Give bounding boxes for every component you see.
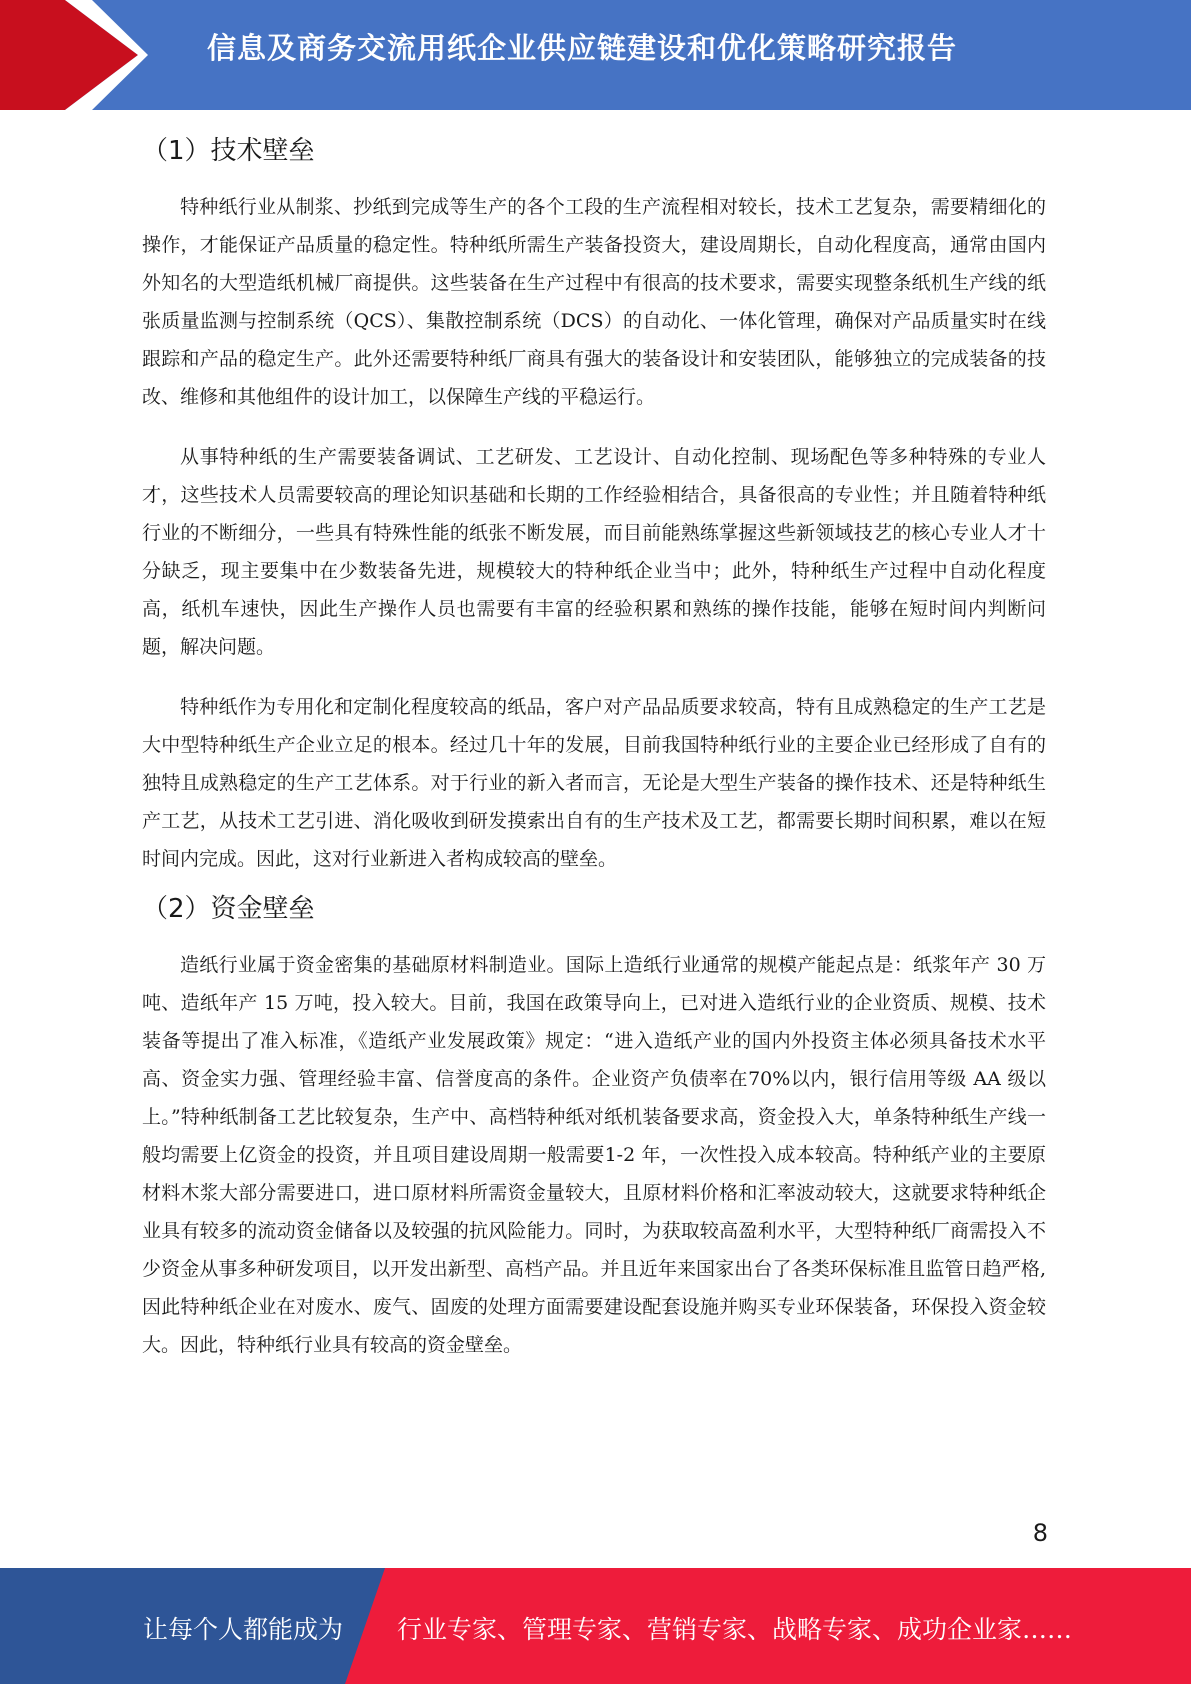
section-heading-capital-barrier: （2）资金壁垒 — [142, 894, 315, 924]
report-title: 信息及商务交流用纸企业供应链建设和优化策略研究报告 — [207, 31, 958, 65]
section-heading-tech-barrier: （1）技术壁垒 — [142, 136, 315, 166]
paragraph: 特种纸行业从制浆、抄纸到完成等生产的各个工段的生产流程相对较长，技术工艺复杂，需要精细化的操作，才能保证产品质量的稳定性。特种纸所需生产装备投资大，建设周期长，自动化程度高，通常由国内外知名的大型造纸机械厂商提供。这些装备在生产过程中有很高的技术要求，需要实现整条纸机生产线的纸张质量监测与控制系统（QCS）、集散控制系统（DCS）的自动化、一体化管理，确保对产品质量实时在线跟踪和产品的稳定生产。此外还需要特种纸厂商具有强大的装备设计和安装团队，能够独立的完成装备的技改、维修和其他组件的设计加工，以保障生产线的平稳运行。 — [142, 196, 1046, 408]
paragraph: 特种纸作为专用化和定制化程度较高的纸品，客户对产品品质要求较高，特有且成熟稳定的生产工艺是大中型特种纸生产企业立足的根本。经过几十年的发展，目前我国特种纸行业的主要企业已经形成了自有的独特且成熟稳定的生产工艺体系。对于行业的新入者而言，无论是大型生产装备的操作技术、还是特种纸生产工艺，从技术工艺引进、消化吸收到研发摸索出自有的生产技术及工艺，都需要长期时间积累，难以在短时间内完成。因此，这对行业新进入者构成较高的壁垒。 — [142, 696, 1046, 870]
page-number: 8 — [1032, 1519, 1048, 1547]
paragraph: 从事特种纸的生产需要装备调试、工艺研发、工艺设计、自动化控制、现场配色等多种特殊的专业人才，这些技术人员需要较高的理论知识基础和长期的工作经验相结合，具备很高的专业性；并且随着特种纸行业的不断细分，一些具有特殊性能的纸张不断发展，而目前能熟练掌握这些新领域技艺的核心专业人才十分缺乏，现主要集中在少数装备先进，规模较大的特种纸企业当中；此外，特种纸生产过程中自动化程度高，纸机车速快，因此生产操作人员也需要有丰富的经验积累和熟练的操作技能，能够在短时间内判断问题，解决问题。 — [142, 446, 1046, 658]
page-header — [0, 0, 1191, 110]
page-footer — [0, 1568, 1191, 1684]
main-content — [142, 128, 1046, 1386]
footer-slogan-left: 让每个人都能成为 — [143, 1615, 344, 1644]
paragraph: 造纸行业属于资金密集的基础原材料制造业。国际上造纸行业通常的规模产能起点是：纸浆年产 30 万吨、造纸年产 15 万吨，投入较大。目前，我国在政策导向上，已对进入造纸行业的企业资质、规模、技术装备等提出了准入标准，《造纸产业发展政策》规定：“进入造纸产业的国内外投资主体必须具备技术水平高、资金实力强、管理经验丰富、信誉度高的条件。企业资产负债率在70%以内，银行信用等级 AA 级以上。”特种纸制备工艺比较复杂，生产中、高档特种纸对纸机装备要求高，资金投入大，单条特种纸生产线一般均需要上亿资金的投资，并且项目建设周期一般需要1-2 年，一次性投入成本较高。特种纸产业的主要原材料木浆大部分需要进口，进口原材料所需资金量较大，且原材料价格和汇率波动较大，这就要求特种纸企业具有较多的流动资金储备以及较强的抗风险能力。同时，为获取较高盈利水平，大型特种纸厂商需投入不少资金从事多种研发项目，以开发出新型、高档产品。并且近年来国家出台了各类环保标准且监管日趋严格,因此特种纸企业在对废水、废气、固废的处理方面需要建设配套设施并购买专业环保装备，环保投入资金较大。因此，特种纸行业具有较高的资金壁垒。 — [142, 954, 1046, 1356]
footer-slogan-right: 行业专家、管理专家、营销专家、战略专家、成功企业家…… — [397, 1615, 1073, 1644]
